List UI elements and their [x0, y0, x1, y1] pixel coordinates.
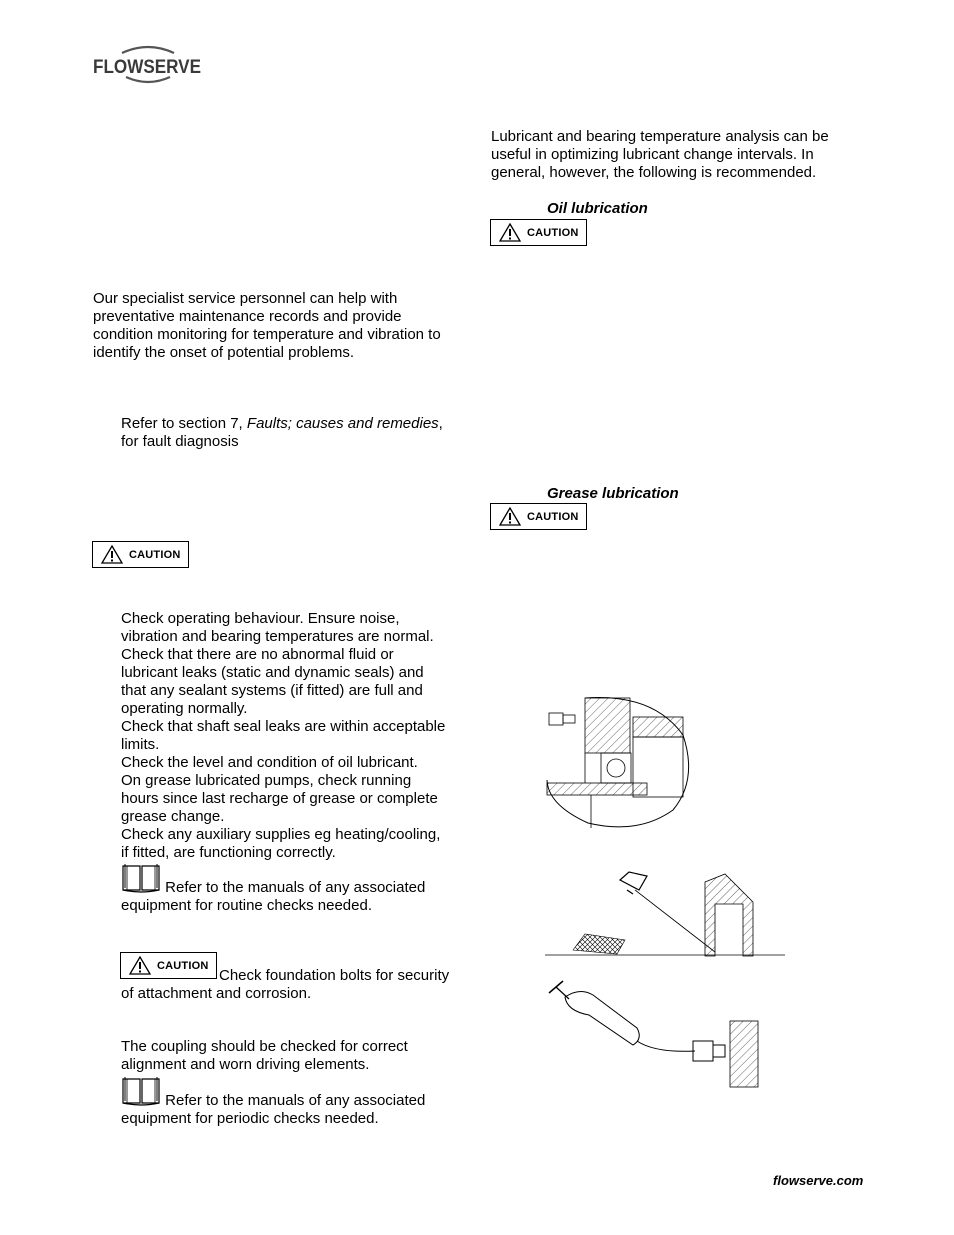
warning-triangle-icon	[129, 956, 151, 975]
manual-note-text-2: equipment for routine checks needed.	[121, 897, 372, 914]
warning-triangle-icon	[499, 223, 521, 242]
refer-prefix: Refer to section 7,	[121, 415, 247, 432]
check-line: On grease lubricated pumps, check running	[121, 772, 412, 789]
caution-badge-grease	[490, 503, 587, 530]
grease-gun-drawing	[545, 973, 760, 1093]
refer-suffix: ,	[438, 415, 443, 432]
grease-lubrication-heading: Grease lubrication	[547, 485, 679, 502]
check-line: Check that shaft seal leaks are within acceptable	[121, 718, 446, 735]
check-line: hours since last recharge of grease or complete	[121, 790, 438, 807]
caution-badge-oil	[490, 219, 587, 246]
oil-lubrication-heading: Oil lubrication	[547, 200, 648, 217]
foundation-bolts-text-2: of attachment and corrosion.	[121, 985, 312, 1002]
coupling-check-text	[121, 1038, 466, 1074]
manual-note-routine	[121, 862, 466, 915]
warning-triangle-icon	[499, 507, 521, 526]
check-line: limits.	[121, 736, 160, 753]
caution-badge-routine	[92, 541, 189, 568]
manual-note-periodic	[121, 1075, 466, 1128]
check-line: Check operating behaviour. Ensure noise,	[121, 610, 400, 627]
caution-label: CAUTION	[129, 548, 181, 561]
manual-note-text-2: equipment for periodic checks needed.	[121, 1110, 379, 1127]
logo-text: FLOWSERVE	[93, 57, 201, 78]
check-line: grease change.	[121, 808, 225, 825]
foundation-bolts-text: Check foundation bolts for security	[219, 967, 450, 984]
warning-triangle-icon	[101, 545, 123, 564]
caution-label: CAUTION	[157, 959, 209, 972]
caution-label: CAUTION	[527, 510, 579, 523]
caution-label: CAUTION	[527, 226, 579, 239]
flowserve-logo	[92, 44, 207, 86]
check-line: Check any auxiliary supplies eg heating/cooling,	[121, 826, 441, 843]
bearing-section-drawing	[543, 695, 693, 830]
coupling-line-1: The coupling should be checked for correct	[121, 1038, 408, 1055]
check-line: Check the level and condition of oil lubricant.	[121, 754, 418, 771]
check-line: Check that there are no abnormal fluid or	[121, 646, 394, 663]
fault-diagnosis-reference	[121, 415, 466, 451]
grease-nipple-drawing	[545, 862, 790, 960]
check-line: that any sealant systems (if fitted) are full and	[121, 682, 423, 699]
service-personnel-paragraph: Our specialist service personnel can help with preventative maintenance records and provide condition monitoring for temperature and vibration to identify the onset of potential problems.	[93, 290, 441, 361]
routine-checks-list	[121, 610, 466, 862]
check-line: operating normally.	[121, 700, 248, 717]
check-line: vibration and bearing temperatures are normal.	[121, 628, 434, 645]
manual-book-icon	[121, 1075, 161, 1107]
manual-note-text: Refer to the manuals of any associated	[161, 1092, 426, 1109]
check-line: if fitted, are functioning correctly.	[121, 844, 336, 861]
coupling-line-2: alignment and worn driving elements.	[121, 1056, 370, 1073]
faults-section-link[interactable]: Faults; causes and remedies	[246, 415, 439, 432]
lubricant-intro-paragraph: Lubricant and bearing temperature analysis can be useful in optimizing lubricant change intervals. In general, however, the following is recommended.	[491, 128, 829, 181]
check-line: lubricant leaks (static and dynamic seals) and	[121, 664, 424, 681]
refer-line-2: for fault diagnosis	[121, 433, 239, 450]
caution-badge-foundation	[120, 952, 217, 979]
footer-website[interactable]: flowserve.com	[773, 1173, 864, 1188]
manual-book-icon	[121, 862, 161, 894]
manual-note-text: Refer to the manuals of any associated	[161, 879, 426, 896]
